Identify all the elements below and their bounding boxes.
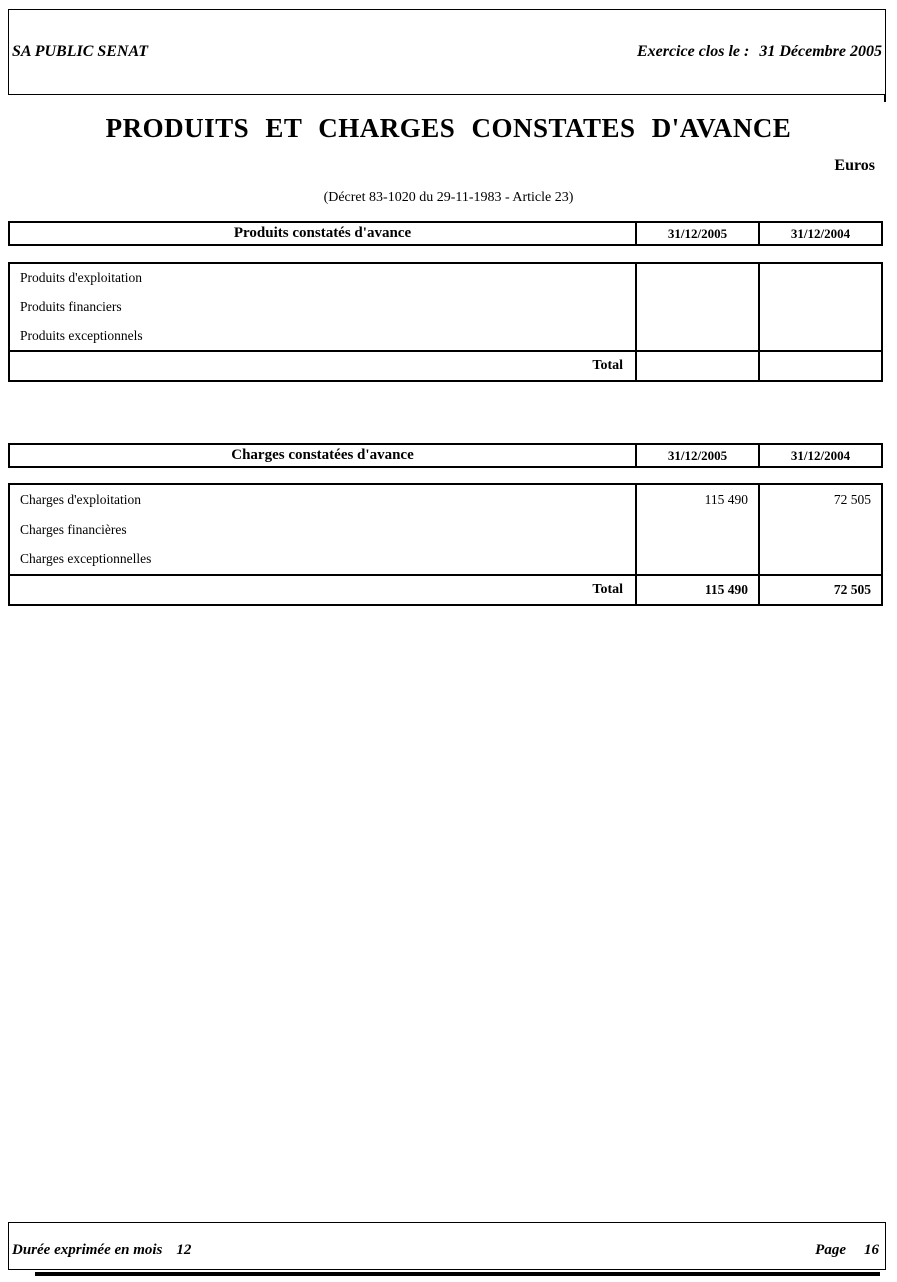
- value-2004: [758, 321, 881, 350]
- charges-table-body: [8, 483, 883, 606]
- produits-col-2005: 31/12/2005: [635, 223, 758, 244]
- value-2004: [758, 515, 881, 545]
- produits-table-header: [8, 221, 883, 246]
- value-2005: 115 490: [635, 485, 758, 515]
- row-label: Produits d'exploitation: [20, 270, 143, 286]
- value-2004: 72 505: [758, 485, 881, 515]
- table-row: [10, 293, 881, 322]
- total-label: Total: [592, 358, 623, 374]
- row-label: Charges exceptionnelles: [20, 551, 152, 567]
- table-row: [10, 485, 881, 515]
- fiscal-year-end: [637, 43, 882, 61]
- charges-table-title: Charges constatées d'avance: [231, 447, 414, 463]
- produits-table-title: Produits constatés d'avance: [233, 225, 412, 241]
- duration-value: 12: [176, 1241, 192, 1258]
- currency-label: Euros: [834, 157, 875, 174]
- page-indicator: [815, 1242, 879, 1259]
- total-2005: [635, 352, 758, 380]
- table-row: [10, 321, 881, 350]
- decree-reference: (Décret 83-1020 du 29-11-1983 - Article 23): [323, 190, 574, 205]
- duration-note: [12, 1242, 191, 1259]
- total-2005: 115 490: [635, 576, 758, 604]
- row-label: Produits exceptionnels: [20, 327, 143, 343]
- value-2004: [758, 293, 881, 322]
- produits-col-2004: 31/12/2004: [758, 223, 881, 244]
- scan-artifact-tick: [884, 94, 886, 102]
- total-row: [10, 574, 881, 604]
- fiscal-year-end-date: 31 Décembre 2005: [759, 43, 882, 60]
- value-2005: [635, 515, 758, 545]
- value-2005: [635, 544, 758, 574]
- page-label: Page: [815, 1241, 846, 1258]
- value-2004: [758, 264, 881, 293]
- company-name: SA PUBLIC SENAT: [12, 43, 149, 60]
- table-row: [10, 515, 881, 545]
- fiscal-year-end-label: Exercice clos le :: [636, 43, 750, 60]
- charges-table-header: [8, 443, 883, 468]
- charges-col-2004: 31/12/2004: [758, 445, 881, 466]
- charges-col-2005: 31/12/2005: [635, 445, 758, 466]
- row-label: Charges financières: [20, 521, 127, 537]
- duration-label: Durée exprimée en mois: [12, 1241, 163, 1258]
- row-label: Charges d'exploitation: [20, 491, 142, 507]
- total-2004: [758, 352, 881, 380]
- total-2004: 72 505: [758, 576, 881, 604]
- total-row: [10, 350, 881, 380]
- total-label: Total: [592, 582, 623, 598]
- produits-table-body: [8, 262, 883, 382]
- page-title: PRODUITS ET CHARGES CONSTATES D'AVANCE: [105, 113, 792, 143]
- scan-edge-artifact: [35, 1272, 880, 1276]
- table-row: [10, 264, 881, 293]
- table-row: [10, 544, 881, 574]
- page-header: [8, 9, 886, 95]
- row-label: Produits financiers: [20, 299, 122, 314]
- value-2004: [758, 544, 881, 574]
- value-2005: [635, 264, 758, 293]
- value-2005: [635, 293, 758, 322]
- value-2005: [635, 321, 758, 350]
- page-number: 16: [864, 1241, 879, 1258]
- page-footer: [8, 1222, 886, 1270]
